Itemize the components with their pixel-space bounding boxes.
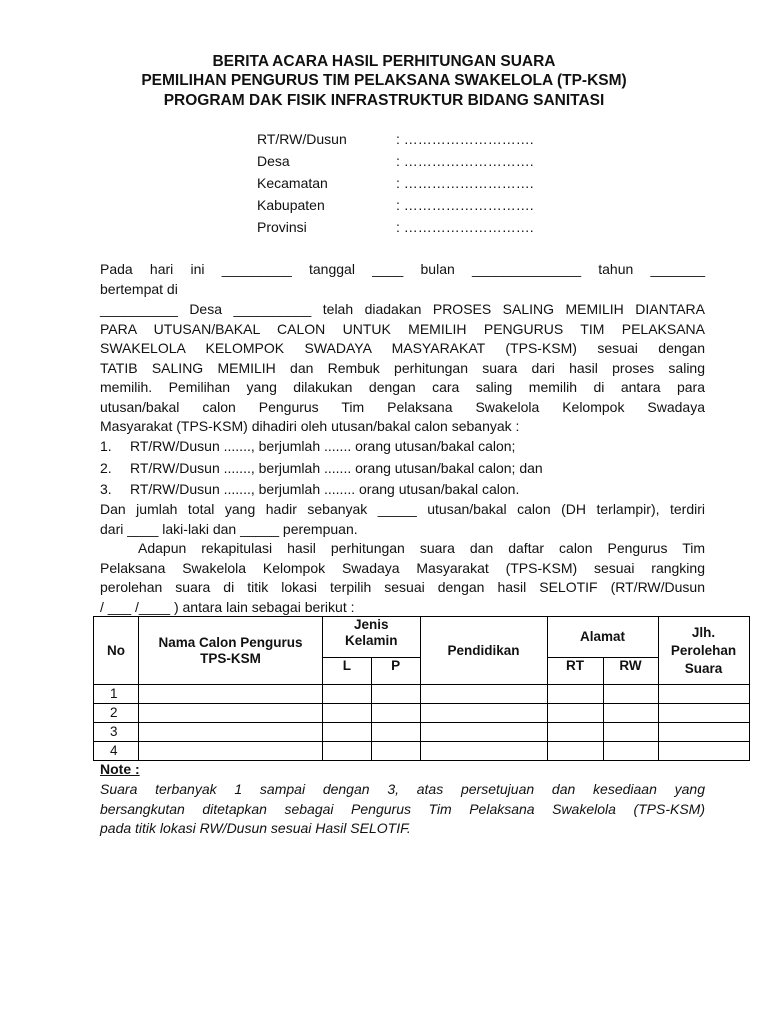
- title-line-1: BERITA ACARA HASIL PERHITUNGAN SUARA: [212, 53, 556, 70]
- table-row: [94, 685, 750, 704]
- row-number: 4: [94, 742, 139, 761]
- note-line: bersangkutan ditetapkan sebagai Pengurus Tim Pelaksana Swakelola (TPS-KSM): [100, 800, 705, 817]
- opening-paragraph: [100, 260, 705, 299]
- note-line: pada titik lokasi RW/Dusun sesuai Hasil SELOTIF.: [100, 820, 411, 836]
- address-row: [257, 128, 534, 150]
- list-number: 1.: [100, 438, 112, 454]
- cell-p[interactable]: [371, 742, 420, 761]
- cell-suara[interactable]: [658, 685, 749, 704]
- table-row: [94, 742, 750, 761]
- header-rw: RW: [603, 658, 658, 685]
- address-value: : ……………………….: [396, 219, 534, 235]
- note-text: [100, 780, 705, 839]
- header-rt: RT: [547, 658, 603, 685]
- body-line: Pelaksana Swakelola Kelompok Swadaya Masyarakat (TPS-KSM) sesuai rangking: [100, 559, 705, 576]
- list-number: 3.: [100, 481, 112, 497]
- cell-suara[interactable]: [658, 742, 749, 761]
- cell-rw[interactable]: [603, 742, 658, 761]
- list-text: RT/RW/Dusun ......., berjumlah ....... orang utusan/bakal calon; dan: [130, 459, 543, 476]
- body-line: PARA UTUSAN/BAKAL CALON UNTUK MEMILIH PENGURUS TIM PELAKSANA: [100, 320, 705, 337]
- process-paragraph: [100, 300, 705, 437]
- address-value: : ……………………….: [396, 175, 534, 191]
- cell-rw[interactable]: [603, 704, 658, 723]
- address-block: [257, 128, 534, 238]
- address-label: Kabupaten: [257, 197, 325, 213]
- cell-nama[interactable]: [139, 742, 323, 761]
- body-line: Masyarakat (TPS-KSM) dihadiri oleh utusan/bakal calon sebanyak :: [100, 418, 520, 434]
- body-line: memilih. Pemilihan yang dilakukan dengan cara saling memilih di antara para: [100, 379, 705, 395]
- cell-pendidikan[interactable]: [420, 742, 547, 761]
- title-line-3: PROGRAM DAK FISIK INFRASTRUKTUR BIDANG SANITASI: [163, 92, 605, 109]
- attendance-list: [100, 436, 705, 501]
- cell-p[interactable]: [371, 704, 420, 723]
- address-label: Kecamatan: [257, 175, 328, 191]
- list-text: RT/RW/Dusun ......., berjumlah ........ orang utusan/bakal calon.: [130, 481, 520, 497]
- body-line: SWAKELOLA KELOMPOK SWADAYA MASYARAKAT (TPS-KSM) sesuai dengan: [100, 340, 705, 356]
- cell-rt[interactable]: [547, 704, 603, 723]
- recap-paragraph: [100, 539, 705, 617]
- address-label: Desa: [257, 153, 290, 169]
- table-row: [94, 704, 750, 723]
- body-line: Dan jumlah total yang hadir sebanyak _____ utusan/bakal calon (DH terlampir), terdiri: [100, 501, 705, 517]
- cell-rt[interactable]: [547, 685, 603, 704]
- body-line: bertempat di: [100, 280, 178, 297]
- body-line: dari ____ laki-laki dan _____ perempuan.: [100, 520, 358, 537]
- body-line: __________ Desa __________ telah diadakan PROSES SALING MEMILIH DIANTARA: [100, 301, 705, 317]
- table-row: [94, 723, 750, 742]
- header-jumlah-suara: Jlh. Perolehan Suara: [658, 617, 749, 685]
- list-text: RT/RW/Dusun ......., berjumlah ....... orang utusan/bakal calon;: [130, 438, 516, 454]
- header-nama: Nama Calon Pengurus TPS-KSM: [139, 617, 323, 685]
- note-line: Suara terbanyak 1 sampai dengan 3, atas persetujuan dan kesediaan yang: [100, 781, 705, 797]
- address-value: : ……………………….: [396, 131, 534, 147]
- cell-nama[interactable]: [139, 723, 323, 742]
- cell-rw[interactable]: [603, 723, 658, 742]
- cell-l[interactable]: [323, 742, 372, 761]
- header-alamat: Alamat: [547, 617, 658, 658]
- candidate-table: [93, 616, 750, 761]
- address-row: [257, 194, 534, 216]
- cell-p[interactable]: [371, 685, 420, 704]
- header-no: No: [94, 617, 139, 685]
- address-value: : ……………………….: [396, 197, 534, 213]
- cell-pendidikan[interactable]: [420, 685, 547, 704]
- list-item: [100, 436, 705, 458]
- cell-suara[interactable]: [658, 704, 749, 723]
- body-line: / ___ /____ ) antara lain sebagai berikut :: [100, 598, 355, 615]
- row-number: 1: [94, 685, 139, 704]
- total-paragraph: [100, 500, 705, 539]
- body-line: utusan/bakal calon Pengurus Tim Pelaksana Swakelola Kelompok Swadaya: [100, 398, 705, 415]
- address-label: Provinsi: [257, 219, 307, 235]
- address-row: [257, 172, 534, 194]
- row-number: 2: [94, 704, 139, 723]
- body-line: perolehan suara di titik lokasi terpilih sesuai dengan hasil SELOTIF (RT/RW/Dusun: [100, 579, 705, 595]
- note-heading: Note :: [100, 761, 140, 777]
- body-line: Pada hari ini _________ tanggal ____ bulan ______________ tahun _______: [100, 261, 705, 277]
- cell-p[interactable]: [371, 723, 420, 742]
- list-item: [100, 479, 705, 501]
- cell-pendidikan[interactable]: [420, 723, 547, 742]
- header-p: P: [371, 658, 420, 685]
- list-item: [100, 458, 705, 480]
- cell-nama[interactable]: [139, 704, 323, 723]
- header-jenis-kelamin: Jenis Kelamin: [323, 617, 421, 658]
- table-header-row: [94, 617, 750, 658]
- body-line: Adapun rekapitulasi hasil perhitungan suara dan daftar calon Pengurus Tim: [138, 540, 705, 556]
- row-number: 3: [94, 723, 139, 742]
- cell-l[interactable]: [323, 704, 372, 723]
- cell-nama[interactable]: [139, 685, 323, 704]
- cell-l[interactable]: [323, 723, 372, 742]
- address-row: [257, 150, 534, 172]
- list-number: 2.: [100, 459, 112, 476]
- address-label: RT/RW/Dusun: [257, 131, 347, 147]
- address-value: : ……………………….: [396, 153, 534, 169]
- cell-rt[interactable]: [547, 742, 603, 761]
- address-row: [257, 216, 534, 238]
- header-l: L: [323, 658, 372, 685]
- header-pendidikan: Pendidikan: [420, 617, 547, 685]
- cell-rt[interactable]: [547, 723, 603, 742]
- title-line-2: PEMILIHAN PENGURUS TIM PELAKSANA SWAKELOLA (TP-KSM): [141, 72, 627, 89]
- cell-pendidikan[interactable]: [420, 704, 547, 723]
- body-line: TATIB SALING MEMILIH dan Rembuk perhitungan suara dari hasil proses saling: [100, 359, 705, 376]
- cell-rw[interactable]: [603, 685, 658, 704]
- cell-suara[interactable]: [658, 723, 749, 742]
- cell-l[interactable]: [323, 685, 372, 704]
